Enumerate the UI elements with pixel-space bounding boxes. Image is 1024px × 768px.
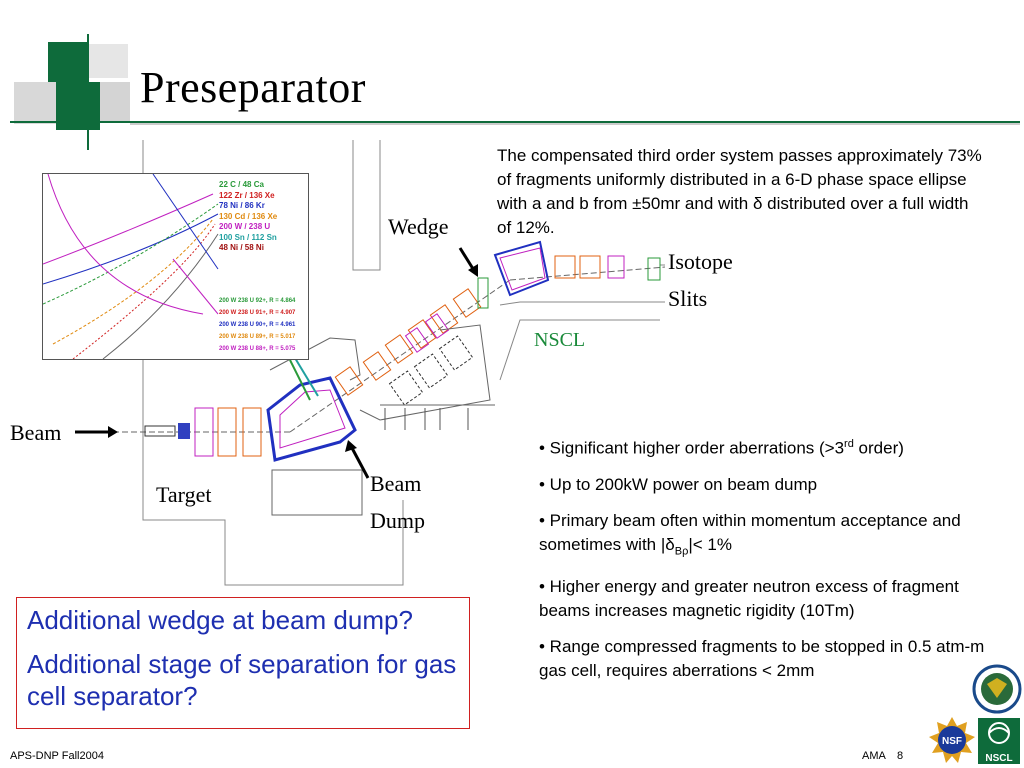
bullet-item: • Range compressed fragments to be stopped in 0.5 atm-m gas cell, requires aberrations < 2mm — [539, 637, 985, 681]
legend-item: 200 W 238 U 89+, R = 5.017 — [219, 334, 296, 340]
description-text: The compensated third order system passes approximately 73% of fragments uniformly distributed in a 6-D phase space ellipse with a and b from ±50mr and with δ distributed over a full width of 12%. — [497, 146, 982, 237]
questions-box — [16, 597, 470, 729]
legend-item: 122 Zr / 136 Xe — [219, 190, 275, 200]
doe-seal-logo — [972, 664, 1022, 714]
question-1: Additional wedge at beam dump? — [27, 605, 413, 635]
legend-item: 22 C / 48 Ca — [219, 180, 264, 189]
legend-item: 200 W 238 U 90+, R = 4.961 — [219, 322, 296, 328]
legend-item: 200 W / 238 U — [219, 222, 271, 231]
bullet-item: • Significant higher order aberrations (>3rd order) — [539, 438, 904, 458]
nscl-logo-swirl — [978, 718, 1020, 748]
beam-dump-label-line2: Dump — [370, 508, 425, 533]
footer-left: APS-DNP Fall2004 — [10, 750, 104, 762]
legend-item: 200 W 238 U 92+, R = 4.864 — [219, 298, 296, 304]
legend-bottom — [219, 295, 295, 355]
footer-author: AMA — [862, 750, 886, 762]
question-2: Additional stage of separation for gas cell separator? — [27, 649, 457, 711]
page-number: 8 — [897, 750, 904, 762]
isotope-label: Isotope — [668, 249, 733, 274]
beam-label: Beam — [10, 420, 62, 445]
bullet-item: • Up to 200kW power on beam dump — [539, 474, 818, 494]
nscl-logo — [978, 718, 1020, 764]
nsf-logo-text: NSF — [942, 736, 962, 747]
ion-optics-inset — [42, 173, 309, 360]
legend-item: 200 W 238 U 88+, R = 5.075 — [219, 346, 296, 352]
legend-item: 100 Sn / 112 Sn — [219, 232, 277, 242]
target-label: Target — [156, 482, 212, 507]
bullet-item: • Higher energy and greater neutron excess of fragment beams increases magnetic rigidity (10Tm) — [539, 577, 959, 621]
legend-item: 130 Cd / 136 Xe — [219, 211, 278, 221]
nscl-label: NSCL — [534, 329, 586, 351]
legend-item: 48 Ni / 58 Ni — [219, 243, 264, 252]
slits-label: Slits — [668, 286, 708, 311]
legend-item: 78 Ni / 86 Kr — [219, 201, 265, 210]
wedge-label: Wedge — [388, 214, 449, 239]
bullet-list — [539, 432, 1009, 695]
legend-top — [219, 180, 277, 254]
nsf-logo — [928, 716, 976, 764]
slide-title: Preseparator — [140, 63, 366, 112]
nscl-logo-text: NSCL — [985, 753, 1013, 764]
bullet-item: • Primary beam often within momentum acceptance and sometimes with $|\delta_{B\rho}|< 1\%$ — [539, 510, 961, 558]
legend-item: 200 W 238 U 91+, R = 4.907 — [219, 310, 296, 316]
beam-dump-label-line1: Beam — [370, 471, 422, 496]
